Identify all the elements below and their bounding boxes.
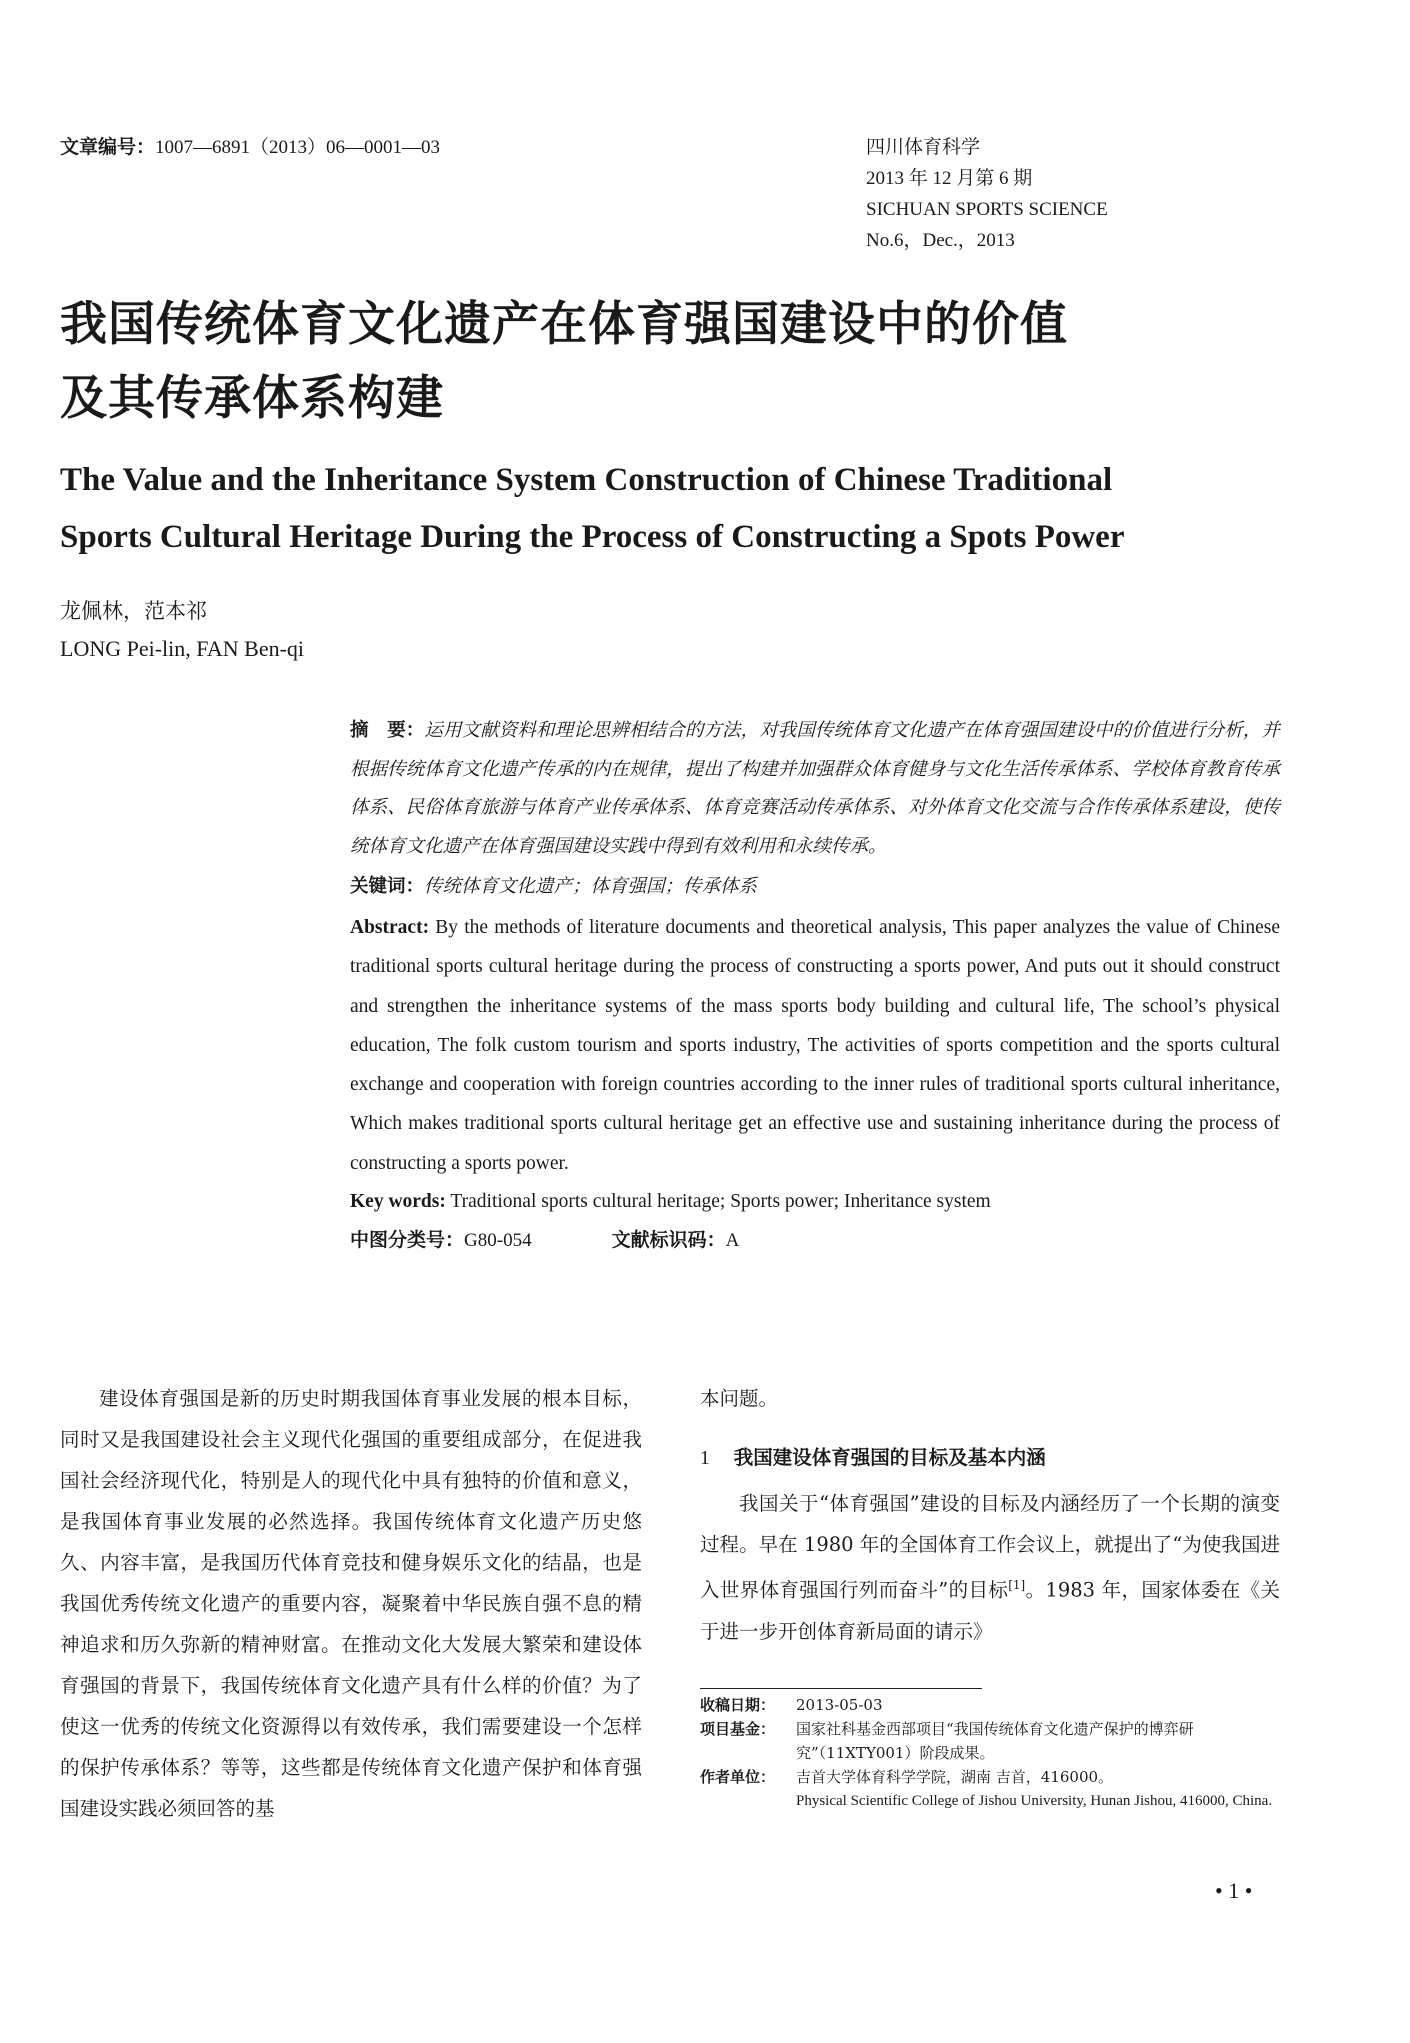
article-number-value: 1007—6891（2013）06—0001—03 [155, 137, 441, 158]
footnote-received [700, 1693, 1280, 1717]
fund-text: 国家社科基金西部项目“我国传统体育文化遗产保护的博弈研究”（11XTY001）阶段成果。 [796, 1720, 1194, 1762]
title-english [60, 452, 1124, 566]
received-label: 收稿日期： [700, 1696, 776, 1714]
abstract-en-label: Abstract: [350, 917, 430, 938]
keywords-cn-label: 关键词： [350, 876, 425, 897]
article-number-label: 文章编号： [60, 136, 156, 158]
keywords-cn-text: 传统体育文化遗产；体育强国；传承体系 [424, 876, 758, 897]
authors-english: LONG Pei-lin, FAN Ben-qi [60, 636, 305, 661]
affiliation-label: 作者单位： [700, 1768, 776, 1786]
abstract-english [350, 908, 1280, 1183]
intro-tail: 本问题。 [700, 1387, 779, 1410]
footnote-divider [700, 1688, 982, 1689]
affiliation-chinese: 吉首大学体育科学学院，湖南 吉首，416000。 [796, 1768, 1114, 1786]
clc-label: 中图分类号： [350, 1229, 465, 1252]
section-1-number: 1 [700, 1448, 710, 1469]
received-date: 2013-05-03 [796, 1696, 883, 1714]
body-left-column [60, 1378, 642, 1829]
reference-1: [1] [1008, 1578, 1026, 1592]
abstract-chinese [350, 712, 1280, 866]
fund-label: 项目基金： [700, 1720, 776, 1738]
journal-issue-cn: 2013 年 12 月第 6 期 [866, 168, 1033, 189]
keywords-en-text: Traditional sports cultural heritage; Sports power; Inheritance system [450, 1191, 991, 1213]
abstract-block [350, 712, 1280, 1260]
title-chinese [60, 288, 1068, 436]
keywords-en-label: Key words: [350, 1191, 446, 1213]
doc-code-value: A [725, 1230, 740, 1252]
section-1-title: 我国建设体育强国的目标及基本内涵 [733, 1446, 1046, 1469]
title-en-line2: Sports Cultural Heritage During the Process of Constructing a Spots Power [60, 519, 1125, 555]
page-number: • 1 • [1215, 1878, 1253, 1903]
journal-name-en: SICHUAN SPORTS SCIENCE [866, 199, 1108, 220]
section-1-text-continued: 。1983 年，国家体委在《关于进一步开创体育新局面的请示》 [700, 1578, 1280, 1643]
journal-info [866, 132, 1108, 256]
journal-issue-en: No.6，Dec.，2013 [866, 230, 1015, 251]
section-1-heading [700, 1437, 1280, 1479]
doc-code-label: 文献标识码： [611, 1229, 726, 1252]
abstract-cn-label: 摘 要： [350, 720, 425, 741]
intro-paragraph: 建设体育强国是新的历史时期我国体育事业发展的根本目标，同时又是我国建设社会主义现代化强国的重要组成部分，在促进我国社会经济现代化，特别是人的现代化中具有独特的价值和意义，是我国体育事业发展的必然选择。我国传统体育文化遗产历史悠久、内容丰富，是我国历代体育竞技和健身娱乐文化的结晶，也是我国优秀传统文化遗产的重要内容，凝聚着中华民族自强不息的精神追求和历久弥新的精神财富。在推动文化大发展大繁荣和建设体育强国的背景下，我国传统体育文化遗产具有什么样的价值？为了使这一优秀的传统文化资源得以有效传承，我们需要建设一个怎样的保护传承体系？等等，这些都是传统体育文化遗产保护和体育强国建设实践必须回答的基 [60, 1387, 642, 1820]
abstract-en-text: By the methods of literature documents and theoretical analysis, This paper analyzes the value of Chinese traditional sports cultural heritage during the process of constructing a sports power, And puts out it should construct and strengthen the inheritance systems of the mass sports body building and cultural life, The school’s physical education, The folk custom tourism and sports industry, The activities of sports competition and the sports cultural exchange and cooperation with foreign countries according to the inner rules of traditional sports cultural inheritance, Which makes traditional sports cultural heritage get an effective use and sustaining inheritance during the process of constructing a sports power. [350, 917, 1280, 1174]
section-1-paragraph [700, 1483, 1280, 1652]
section-1-text: 我国关于“体育强国”建设的目标及内涵经历了一个长期的演变过程。早在 1980 年的全国体育工作会议上，就提出了“为使我国进入世界体育强国行列而奋斗”的目标 [700, 1492, 1280, 1602]
footnote-fund [700, 1717, 1280, 1765]
footnote [700, 1693, 1280, 1813]
classification-line [350, 1221, 1280, 1260]
keywords-english [350, 1183, 1280, 1221]
title-cn-line2: 及其传承体系构建 [60, 371, 444, 426]
journal-name-cn: 四川体育科学 [866, 137, 981, 158]
affiliation-english: Physical Scientific College of Jishou University, Hunan Jishou, 416000, China. [796, 1793, 1273, 1809]
keywords-chinese [350, 868, 1280, 906]
footnote-affiliation [700, 1765, 1280, 1813]
title-en-line1: The Value and the Inheritance System Construction of Chinese Traditional [60, 462, 1113, 498]
body-right-column [700, 1378, 1280, 1652]
authors-chinese: 龙佩林，范本祁 [60, 599, 207, 623]
abstract-cn-text: 运用文献资料和理论思辨相结合的方法，对我国传统体育文化遗产在体育强国建设中的价值进行分析，并根据传统体育文化遗产传承的内在规律，提出了构建并加强群众体育健身与文化生活传承体系、学校体育教育传承体系、民俗体育旅游与体育产业传承体系、体育竞赛活动传承体系、对外体育文化交流与合作传承体系建设，使传统体育文化遗产在体育强国建设实践中得到有效利用和永续传承。 [350, 720, 1280, 857]
clc-value: G80-054 [464, 1230, 532, 1252]
article-number [60, 132, 440, 159]
title-cn-line1: 我国传统体育文化遗产在体育强国建设中的价值 [60, 297, 1068, 352]
